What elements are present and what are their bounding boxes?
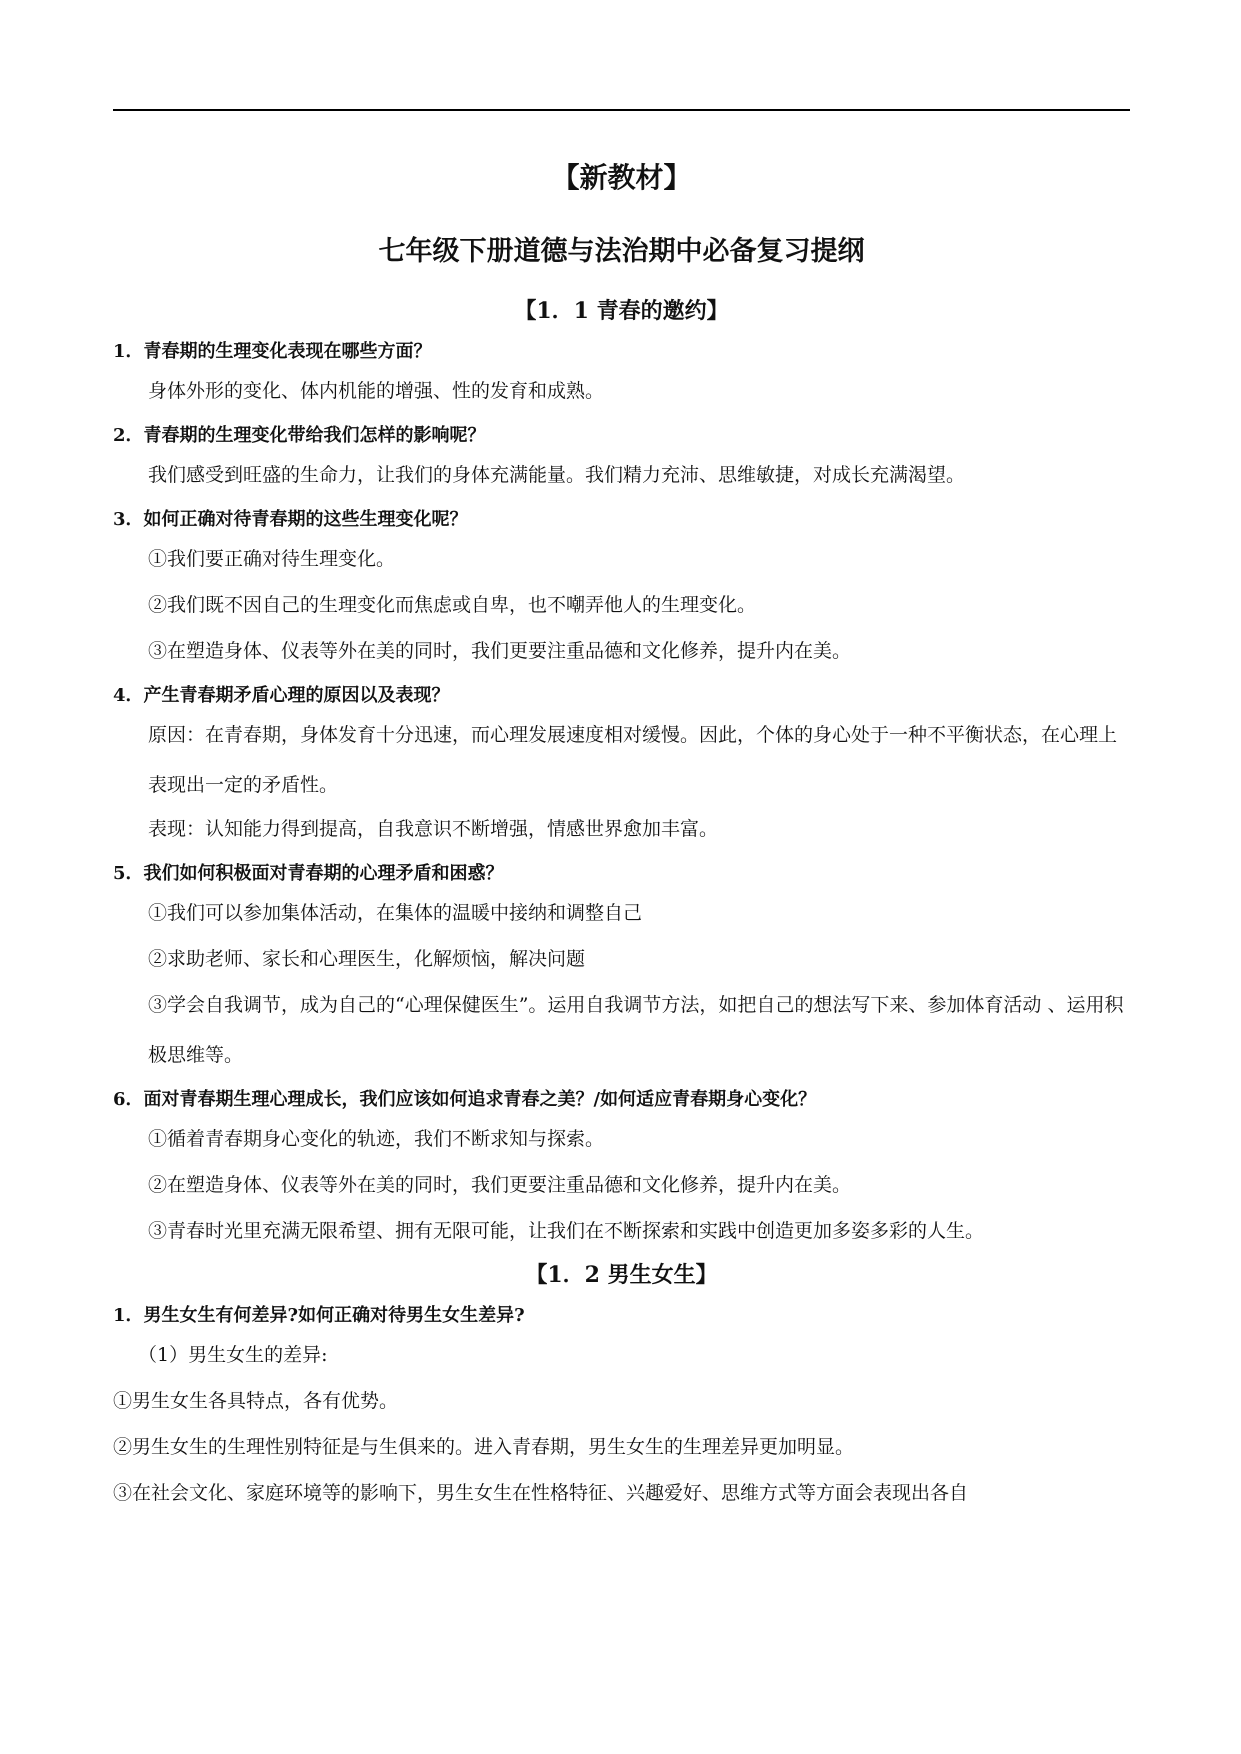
section-heading-1-1: 【1．1 青春的邀约】	[514, 298, 729, 324]
document-title: 七年级下册道德与法治期中必备复习提纲	[378, 236, 865, 267]
answer-5-point-1: ①我们可以参加集体活动，在集体的温暖中接纳和调整自己	[148, 902, 643, 924]
new-textbook-badge: 【新教材】	[551, 161, 692, 194]
answer-2-1-point-1: ①男生女生各具特点，各有优势。	[113, 1390, 399, 1412]
document-page	[113, 150, 1130, 1526]
answer-2: 我们感受到旺盛的生命力，让我们的身体充满能量。我们精力充沛、思维敏捷，对成长充满渴望。	[148, 464, 966, 486]
question-4: 4．产生青春期矛盾心理的原因以及表现？	[113, 685, 450, 706]
question-3: 3．如何正确对待青春期的这些生理变化呢？	[113, 509, 468, 530]
header-rule	[113, 109, 1130, 111]
answer-5-point-2: ②求助老师、家长和心理医生，化解烦恼，解决问题	[148, 948, 586, 970]
answer-3-point-2: ②我们既不因自己的生理变化而焦虑或自卑，也不嘲弄他人的生理变化。	[148, 594, 757, 616]
answer-6-point-1: ①循着青春期身心变化的轨迹，我们不断求知与探索。	[148, 1128, 605, 1150]
section-heading-1-2: 【1．2 男生女生】	[525, 1262, 718, 1288]
answer-3-point-1: ①我们要正确对待生理变化。	[148, 548, 396, 570]
question-2-1: 1．男生女生有何差异?如何正确对待男生女生差异?	[113, 1305, 525, 1326]
answer-4-cause: 原因：在青春期，身体发育十分迅速，而心理发展速度相对缓慢。因此，个体的身心处于一种不平衡状态，在心理上表现出一定的矛盾性。	[148, 724, 1118, 796]
question-2: 2．青春期的生理变化带给我们怎样的影响呢？	[113, 425, 486, 446]
question-5: 5．我们如何积极面对青春期的心理矛盾和困惑？	[113, 863, 504, 884]
question-6: 6．面对青春期生理心理成长，我们应该如何追求青春之美？/如何适应青春期身心变化？	[113, 1089, 817, 1110]
question-1: 1．青春期的生理变化表现在哪些方面？	[113, 341, 432, 362]
answer-5-point-3: ③学会自我调节，成为自己的“心理保健医生”。运用自我调节方法，如把自己的想法写下来、参加体育活动 、运用积极思维等。	[148, 994, 1124, 1066]
answer-1: 身体外形的变化、体内机能的增强、性的发育和成熟。	[148, 380, 605, 402]
answer-2-1-subheading: （1）男生女生的差异:	[138, 1344, 328, 1366]
answer-4-expression: 表现：认知能力得到提高，自我意识不断增强，情感世界愈加丰富。	[148, 818, 719, 840]
answer-3-point-3: ③在塑造身体、仪表等外在美的同时，我们更要注重品德和文化修养，提升内在美。	[148, 640, 852, 662]
answer-2-1-point-2: ②男生女生的生理性别特征是与生俱来的。进入青春期，男生女生的生理差异更加明显。	[113, 1436, 855, 1458]
answer-6-point-3: ③青春时光里充满无限希望、拥有无限可能，让我们在不断探索和实践中创造更加多姿多彩的人生。	[148, 1220, 985, 1242]
answer-2-1-point-3: ③在社会文化、家庭环境等的影响下，男生女生在性格特征、兴趣爱好、思维方式等方面会表现出各自	[113, 1482, 969, 1504]
answer-6-point-2: ②在塑造身体、仪表等外在美的同时，我们更要注重品德和文化修养，提升内在美。	[148, 1174, 852, 1196]
